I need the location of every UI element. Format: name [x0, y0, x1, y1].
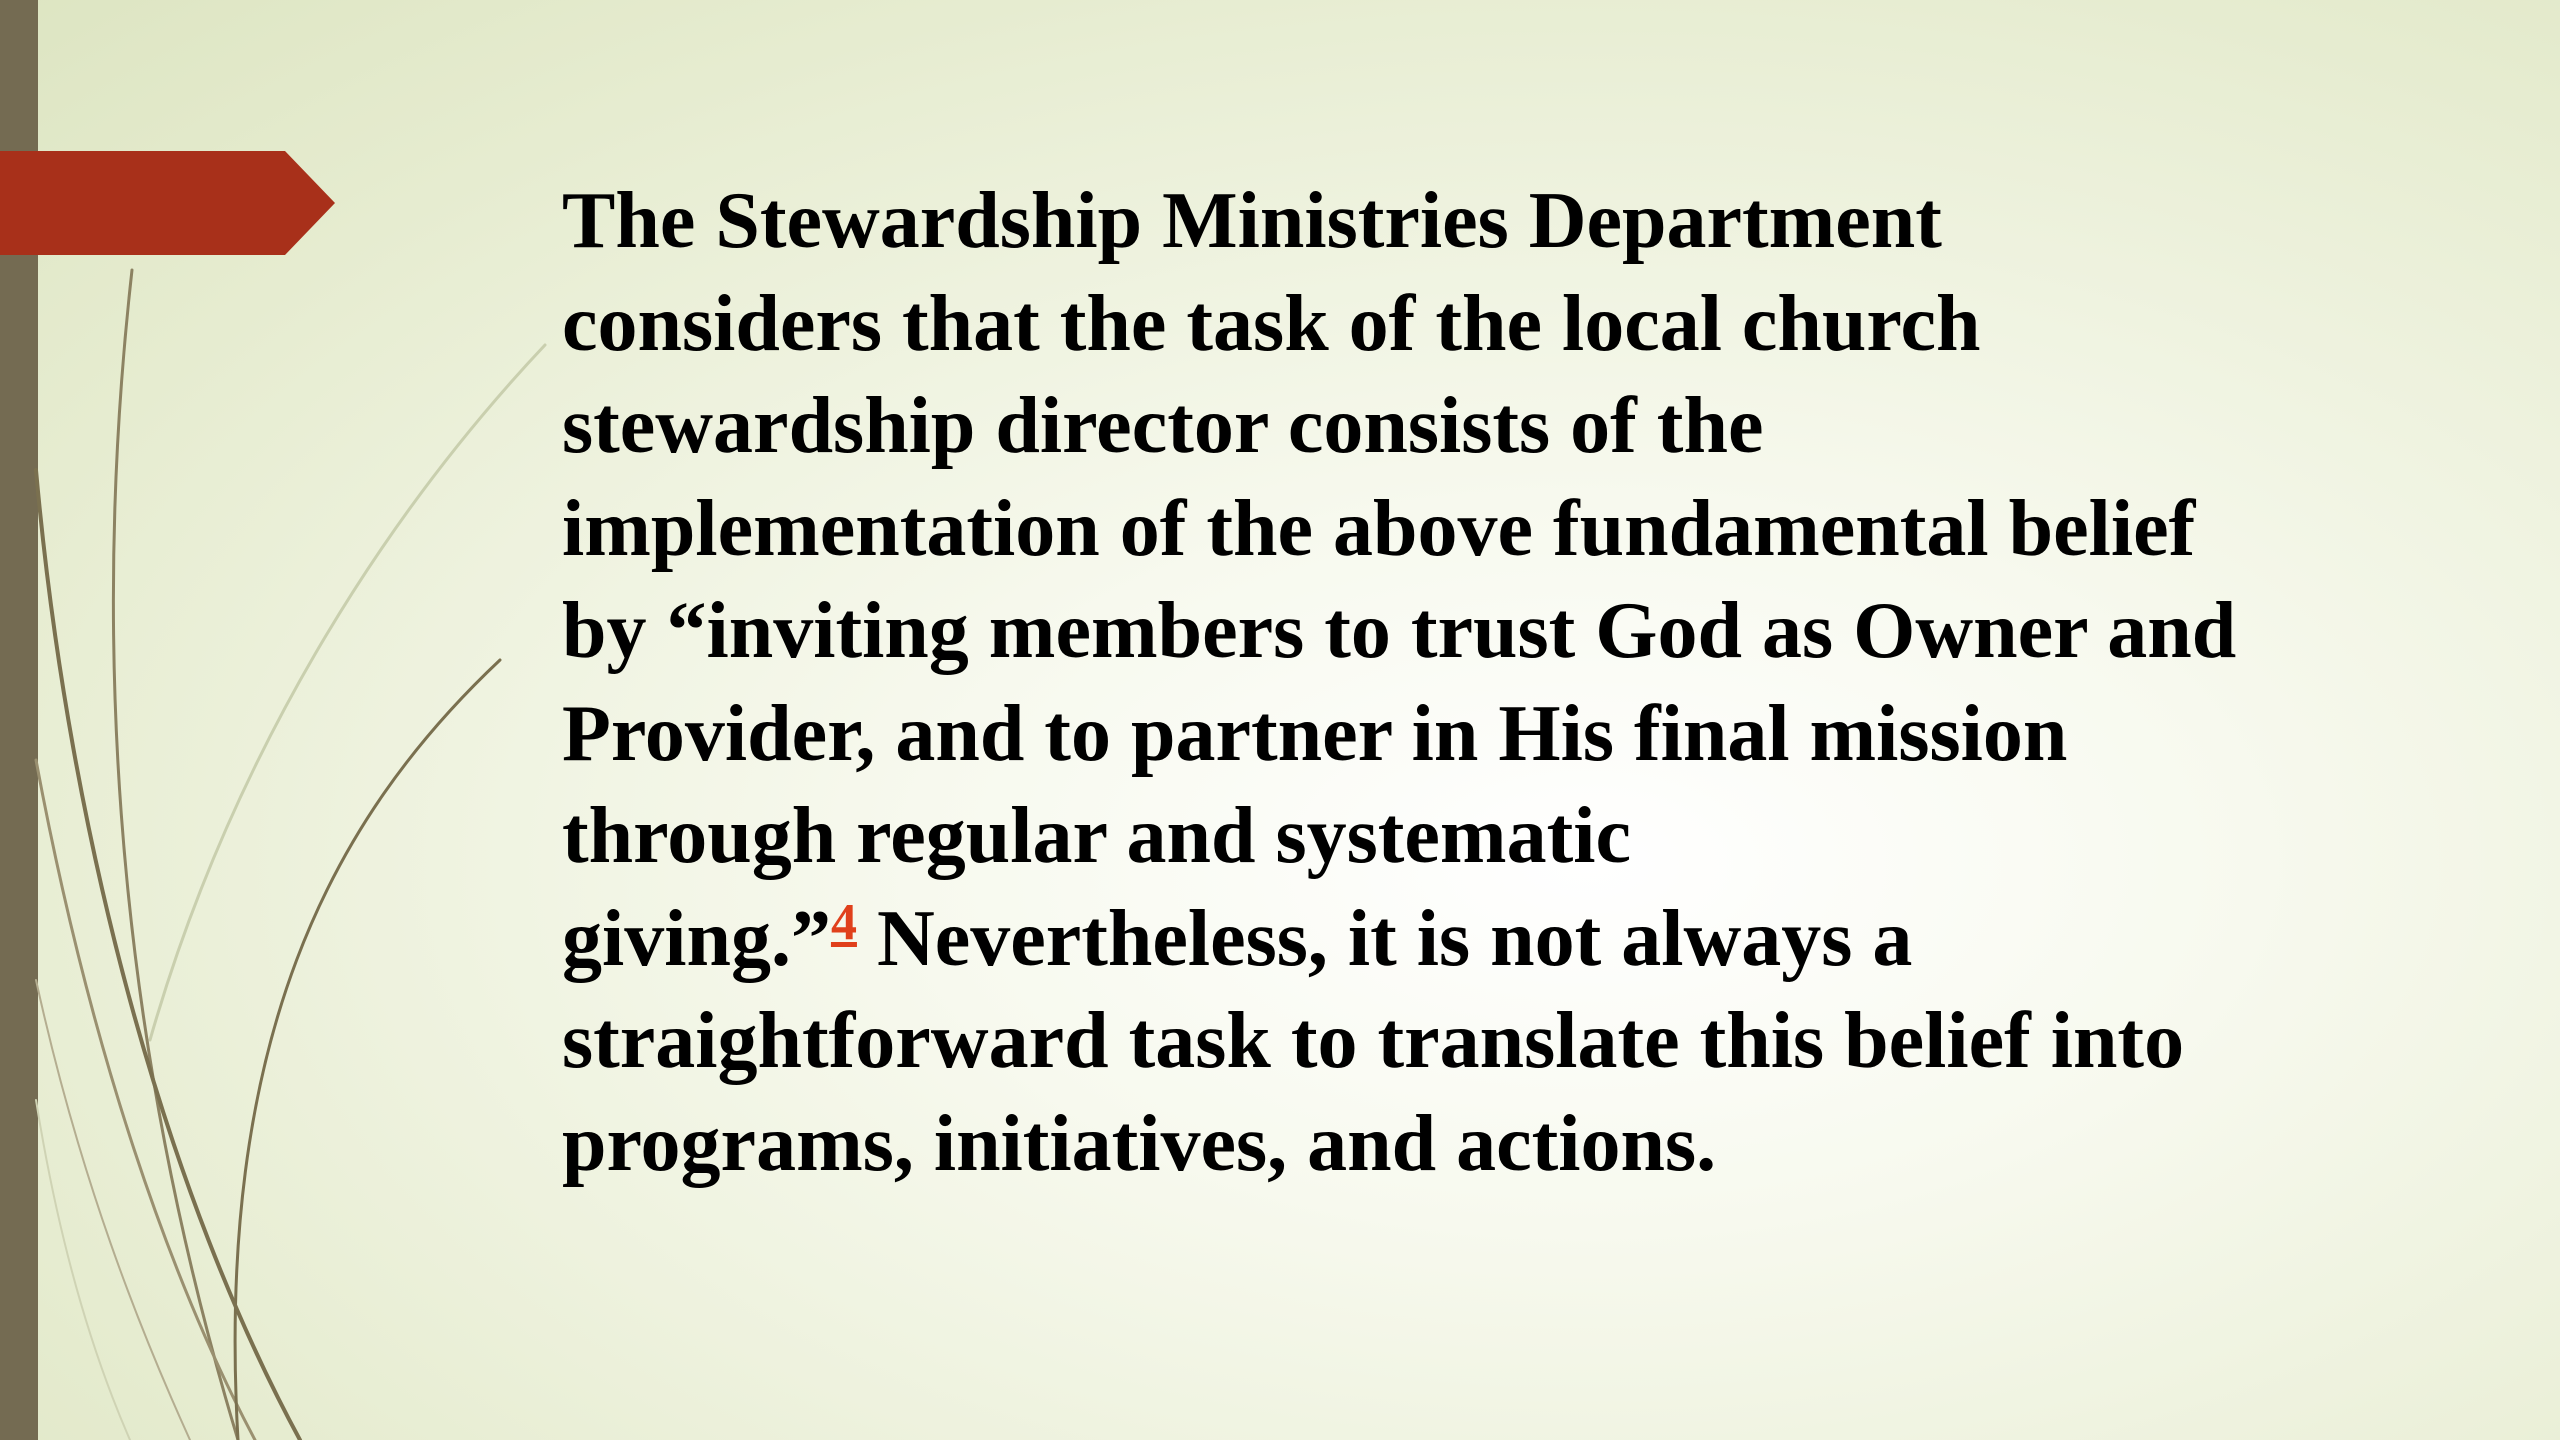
decor-curve: [36, 980, 190, 1440]
body-line: considers that the task of the local church: [562, 279, 1981, 368]
body-text-segment: giving.”: [562, 894, 831, 983]
decor-curve: [150, 345, 545, 1040]
decor-curve: [36, 1100, 130, 1440]
decor-curve: [235, 660, 500, 1440]
body-line: implementation of the above fundamental belief: [562, 484, 2196, 573]
title-accent-arrow: [0, 151, 335, 255]
body-line: by “inviting members to trust God as Owner and: [562, 587, 2237, 675]
footnote-link[interactable]: 4: [830, 893, 857, 951]
body-text-segment: Nevertheless, it is not always a: [856, 894, 1913, 983]
body-line: [562, 888, 2442, 991]
body-line: Provider, and to partner in His final mission: [562, 689, 2068, 778]
decor-curve: [36, 470, 300, 1440]
slide-body-text: [562, 170, 2442, 1195]
body-line: stewardship director consists of the: [562, 382, 1764, 470]
body-line: programs, initiatives, and actions.: [562, 1099, 1717, 1188]
body-line: through regular and systematic: [562, 792, 1631, 880]
body-line: straightforward task to translate this belief into: [562, 997, 2185, 1085]
body-line: The Stewardship Ministries Department: [562, 177, 1942, 265]
